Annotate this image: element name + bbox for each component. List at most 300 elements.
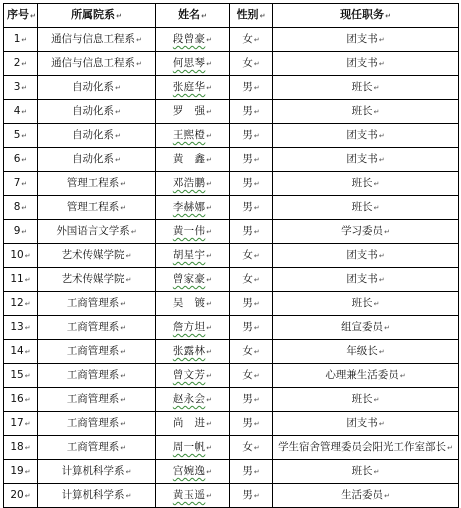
header-cell-no: 序号↵ <box>4 4 38 28</box>
cell-gender <box>230 412 273 436</box>
cell-name <box>156 52 230 76</box>
table-row <box>4 316 459 340</box>
cell-dept <box>38 316 156 340</box>
paragraph-mark: ↵ <box>253 36 260 44</box>
cell-dept-text: 工商管理系 <box>66 369 120 381</box>
cell-name-text: 罗 强 <box>172 105 206 117</box>
cell-role <box>273 52 459 76</box>
cell-dept <box>38 28 156 52</box>
cell-gender <box>230 268 273 292</box>
paragraph-mark: ↵ <box>24 348 31 356</box>
cell-dept <box>38 76 156 100</box>
paragraph-mark: ↵ <box>253 60 260 68</box>
cell-role-text: 班长 <box>351 465 373 477</box>
cell-role <box>273 436 459 460</box>
cell-role-text: 班长 <box>351 81 373 93</box>
cell-role <box>273 100 459 124</box>
cell-role-text: 组宣委员 <box>341 321 384 333</box>
paragraph-mark: ↵ <box>253 396 260 404</box>
table-row <box>4 268 459 292</box>
cell-name-text: 吴 镀 <box>172 297 206 309</box>
paragraph-mark: ↵ <box>24 420 31 428</box>
header-cell-gender: 性别↵ <box>230 4 273 28</box>
paragraph-mark: ↵ <box>120 396 127 404</box>
paragraph-mark: ↵ <box>384 228 390 236</box>
paragraph-mark: ↵ <box>373 396 380 404</box>
cell-role-text: 年级长 <box>346 345 378 357</box>
cell-no <box>4 268 38 292</box>
cell-name <box>156 388 230 412</box>
cell-role <box>273 124 459 148</box>
paragraph-mark: ↵ <box>253 252 260 260</box>
cell-dept-text: 工商管理系 <box>66 441 120 453</box>
paragraph-mark: ↵ <box>115 108 121 116</box>
cell-gender-text: 女 <box>242 273 253 285</box>
cell-name-text: 李赫娜 <box>172 201 206 213</box>
paragraph-mark: ↵ <box>120 300 127 308</box>
paragraph-mark: ↵ <box>21 108 28 116</box>
paragraph-mark: ↵ <box>378 420 385 428</box>
table-row <box>4 76 459 100</box>
paragraph-mark: ↵ <box>373 204 380 212</box>
cell-name <box>156 100 230 124</box>
cell-name <box>156 172 230 196</box>
cell-no-text: 5 <box>13 129 21 141</box>
paragraph-mark: ↵ <box>206 180 213 188</box>
paragraph-mark: ↵ <box>24 468 31 476</box>
cell-name-text: 王熙橙 <box>172 129 206 141</box>
cell-name <box>156 484 230 508</box>
paragraph-mark: ↵ <box>378 132 385 140</box>
cell-dept-text: 外国语言文学系 <box>56 225 130 237</box>
cell-gender-text: 男 <box>242 177 253 189</box>
cell-gender <box>230 100 273 124</box>
cell-dept-text: 管理工程系 <box>66 177 120 189</box>
cell-gender-text: 男 <box>242 465 253 477</box>
cell-no <box>4 76 38 100</box>
cell-name <box>156 436 230 460</box>
cell-name <box>156 340 230 364</box>
cell-gender <box>230 148 273 172</box>
cell-dept <box>38 172 156 196</box>
cell-gender <box>230 196 273 220</box>
cell-no <box>4 124 38 148</box>
cell-no <box>4 484 38 508</box>
cell-role <box>273 364 459 388</box>
paragraph-mark: ↵ <box>120 324 127 332</box>
table-row <box>4 100 459 124</box>
paragraph-mark: ↵ <box>253 348 260 356</box>
cell-dept <box>38 388 156 412</box>
cell-gender <box>230 28 273 52</box>
table-row <box>4 244 459 268</box>
paragraph-mark: ↵ <box>253 324 260 332</box>
paragraph-mark: ↵ <box>384 492 390 500</box>
paragraph-mark: ↵ <box>120 204 127 212</box>
cell-gender-text: 男 <box>242 225 253 237</box>
cell-gender <box>230 436 273 460</box>
paragraph-mark: ↵ <box>125 276 132 284</box>
paragraph-mark: ↵ <box>125 468 132 476</box>
cell-dept-text: 艺术传媒学院 <box>61 249 125 261</box>
paragraph-mark: ↵ <box>24 276 31 284</box>
cell-role <box>273 268 459 292</box>
student-cadre-table <box>3 3 459 508</box>
cell-no-text: 16 <box>10 393 24 405</box>
table-row <box>4 484 459 508</box>
paragraph-mark: ↵ <box>125 252 132 260</box>
table-row <box>4 196 459 220</box>
paragraph-mark: ↵ <box>24 492 31 500</box>
cell-gender-text: 男 <box>242 153 253 165</box>
cell-gender <box>230 244 273 268</box>
cell-role <box>273 196 459 220</box>
cell-name-text: 黄一伟 <box>172 225 206 237</box>
cell-name <box>156 244 230 268</box>
cell-gender-text: 男 <box>242 417 253 429</box>
paragraph-mark: ↵ <box>447 444 453 452</box>
table-row <box>4 340 459 364</box>
paragraph-mark: ↵ <box>206 492 213 500</box>
cell-no <box>4 52 38 76</box>
paragraph-mark: ↵ <box>253 204 260 212</box>
cell-role <box>273 340 459 364</box>
paragraph-mark: ↵ <box>206 324 213 332</box>
cell-name-text: 曾文芳 <box>172 369 206 381</box>
cell-role <box>273 484 459 508</box>
cell-name-text: 赵永会 <box>172 393 206 405</box>
cell-dept-text: 工商管理系 <box>66 345 120 357</box>
cell-role <box>273 412 459 436</box>
cell-dept-text: 工商管理系 <box>66 393 120 405</box>
cell-role-text: 团支书 <box>346 273 378 285</box>
table-row <box>4 364 459 388</box>
cell-dept <box>38 436 156 460</box>
cell-dept <box>38 124 156 148</box>
cell-no-text: 10 <box>10 249 24 261</box>
cell-name-text: 张庭华 <box>172 81 206 93</box>
cell-name <box>156 292 230 316</box>
cell-gender-text: 女 <box>242 33 253 45</box>
paragraph-mark: ↵ <box>206 204 213 212</box>
table-row <box>4 292 459 316</box>
paragraph-mark: ↵ <box>206 228 213 236</box>
cell-dept-text: 自动化系 <box>72 153 115 165</box>
cell-dept <box>38 52 156 76</box>
cell-gender-text: 男 <box>242 105 253 117</box>
table-row <box>4 412 459 436</box>
cell-gender <box>230 340 273 364</box>
header-cell-name: 姓名↵ <box>156 4 230 28</box>
cell-gender <box>230 316 273 340</box>
cell-dept-text: 工商管理系 <box>66 321 120 333</box>
cell-role <box>273 28 459 52</box>
cell-gender <box>230 220 273 244</box>
paragraph-mark: ↵ <box>253 180 260 188</box>
cell-no-text: 1 <box>13 33 21 45</box>
paragraph-mark: ↵ <box>378 348 385 356</box>
paragraph-mark: ↵ <box>21 132 28 140</box>
paragraph-mark: ↵ <box>253 156 260 164</box>
paragraph-mark: ↵ <box>373 84 380 92</box>
paragraph-mark: ↵ <box>24 324 31 332</box>
cell-gender-text: 男 <box>242 129 253 141</box>
cell-name-text: 何思琴 <box>172 57 206 69</box>
header-cell-role: 现任职务↵ <box>273 4 459 28</box>
cell-no <box>4 244 38 268</box>
paragraph-mark: ↵ <box>115 132 121 140</box>
paragraph-mark: ↵ <box>115 84 121 92</box>
cell-dept-text: 管理工程系 <box>66 201 120 213</box>
paragraph-mark: ↵ <box>206 156 213 164</box>
cell-role-text: 团支书 <box>346 417 378 429</box>
paragraph-mark: ↵ <box>253 444 260 452</box>
paragraph-mark: ↵ <box>21 156 28 164</box>
cell-dept-text: 计算机科学系 <box>61 489 125 501</box>
cell-no-text: 4 <box>13 105 21 117</box>
cell-gender-text: 男 <box>242 321 253 333</box>
cell-dept-text: 工商管理系 <box>66 417 120 429</box>
cell-no <box>4 220 38 244</box>
paragraph-mark: ↵ <box>24 372 31 380</box>
cell-role-text: 班长 <box>351 393 373 405</box>
cell-no-text: 15 <box>10 369 24 381</box>
cell-no-text: 3 <box>13 81 21 93</box>
cell-dept-text: 通信与信息工程系 <box>51 57 136 69</box>
cell-dept <box>38 220 156 244</box>
cell-role-text: 心理兼生活委员 <box>325 369 399 381</box>
cell-name-text: 尚 进 <box>172 417 206 429</box>
cell-no-text: 11 <box>10 273 24 285</box>
cell-role <box>273 292 459 316</box>
cell-dept <box>38 340 156 364</box>
paragraph-mark: ↵ <box>206 372 213 380</box>
cell-gender-text: 男 <box>242 81 253 93</box>
header-cell-dept: 所属院系↵ <box>38 4 156 28</box>
cell-no-text: 19 <box>10 465 24 477</box>
paragraph-mark: ↵ <box>206 444 213 452</box>
table-row <box>4 436 459 460</box>
paragraph-mark: ↵ <box>253 468 260 476</box>
cell-name <box>156 364 230 388</box>
cell-name-text: 胡星宇 <box>172 249 206 261</box>
cell-dept-text: 计算机科学系 <box>61 465 125 477</box>
paragraph-mark: ↵ <box>21 228 28 236</box>
cell-dept-text: 工商管理系 <box>66 297 120 309</box>
cell-role-text: 团支书 <box>346 153 378 165</box>
cell-gender <box>230 364 273 388</box>
cell-no <box>4 28 38 52</box>
cell-role <box>273 244 459 268</box>
cell-role <box>273 76 459 100</box>
paragraph-mark: ↵ <box>21 84 28 92</box>
cell-role-text: 班长 <box>351 201 373 213</box>
cell-no-text: 12 <box>10 297 24 309</box>
cell-dept <box>38 364 156 388</box>
paragraph-mark: ↵ <box>21 60 28 68</box>
paragraph-mark: ↵ <box>206 468 213 476</box>
paragraph-mark: ↵ <box>253 108 260 116</box>
cell-no-text: 13 <box>10 321 24 333</box>
paragraph-mark: ↵ <box>378 276 385 284</box>
cell-gender-text: 女 <box>242 369 253 381</box>
cell-no-text: 9 <box>13 225 21 237</box>
cell-no <box>4 172 38 196</box>
paragraph-mark: ↵ <box>206 36 213 44</box>
paragraph-mark: ↵ <box>206 252 213 260</box>
paragraph-mark: ↵ <box>21 204 28 212</box>
paragraph-mark: ↵ <box>253 372 260 380</box>
cell-no <box>4 388 38 412</box>
cell-name-text: 周一帆 <box>172 441 206 453</box>
cell-dept-text: 通信与信息工程系 <box>51 33 136 45</box>
cell-no-text: 18 <box>10 441 24 453</box>
cell-name <box>156 412 230 436</box>
cell-no-text: 7 <box>13 177 21 189</box>
cell-gender-text: 女 <box>242 57 253 69</box>
paragraph-mark: ↵ <box>120 372 127 380</box>
table-row <box>4 148 459 172</box>
paragraph-mark: ↵ <box>373 300 380 308</box>
paragraph-mark: ↵ <box>24 300 31 308</box>
cell-role-text: 学习委员 <box>341 225 384 237</box>
cell-role <box>273 316 459 340</box>
table-row <box>4 172 459 196</box>
paragraph-mark: ↵ <box>253 132 260 140</box>
cell-role <box>273 172 459 196</box>
paragraph-mark: ↵ <box>120 420 127 428</box>
table-row <box>4 124 459 148</box>
header-row <box>4 4 459 28</box>
cell-no-text: 14 <box>10 345 24 357</box>
cell-no-text: 8 <box>13 201 21 213</box>
cell-name <box>156 196 230 220</box>
paragraph-mark: ↵ <box>120 348 127 356</box>
cell-role-text: 团支书 <box>346 33 378 45</box>
cell-no <box>4 340 38 364</box>
cell-dept <box>38 196 156 220</box>
cell-gender <box>230 484 273 508</box>
cell-dept <box>38 148 156 172</box>
cell-role-text: 班长 <box>351 105 373 117</box>
cell-name <box>156 28 230 52</box>
cell-gender <box>230 124 273 148</box>
cell-role-text: 团支书 <box>346 129 378 141</box>
cell-gender-text: 女 <box>242 441 253 453</box>
cell-dept <box>38 484 156 508</box>
cell-name-text: 黄 鑫 <box>172 153 206 165</box>
cell-name <box>156 124 230 148</box>
cell-name <box>156 148 230 172</box>
cell-gender-text: 男 <box>242 297 253 309</box>
cell-role-text: 班长 <box>351 297 373 309</box>
cell-no-text: 17 <box>10 417 24 429</box>
paragraph-mark: ↵ <box>373 468 380 476</box>
paragraph-mark: ↵ <box>399 372 406 380</box>
cell-gender <box>230 76 273 100</box>
cell-no <box>4 148 38 172</box>
paragraph-mark: ↵ <box>24 252 31 260</box>
cell-name-text: 宫婉逸 <box>172 465 206 477</box>
paragraph-mark: ↵ <box>253 492 260 500</box>
paragraph-mark: ↵ <box>130 228 137 236</box>
paragraph-mark: ↵ <box>206 276 213 284</box>
cell-no <box>4 100 38 124</box>
paragraph-mark: ↵ <box>206 348 213 356</box>
paragraph-mark: ↵ <box>253 276 260 284</box>
cell-dept-text: 自动化系 <box>72 129 115 141</box>
paragraph-mark: ↵ <box>136 60 142 68</box>
table-row <box>4 388 459 412</box>
cell-gender-text: 男 <box>242 393 253 405</box>
cell-dept <box>38 268 156 292</box>
table-row <box>4 220 459 244</box>
table-body <box>4 28 459 508</box>
paragraph-mark: ↵ <box>206 84 213 92</box>
paragraph-mark: ↵ <box>24 396 31 404</box>
paragraph-mark: ↵ <box>378 156 385 164</box>
cell-no-text: 6 <box>13 153 21 165</box>
paragraph-mark: ↵ <box>253 84 260 92</box>
cell-name-text: 张露林 <box>172 345 206 357</box>
cell-gender-text: 男 <box>242 201 253 213</box>
table-row <box>4 28 459 52</box>
cell-name <box>156 76 230 100</box>
paragraph-mark: ↵ <box>253 300 260 308</box>
cell-role <box>273 148 459 172</box>
cell-no <box>4 196 38 220</box>
paragraph-mark: ↵ <box>125 492 132 500</box>
cell-gender-text: 女 <box>242 345 253 357</box>
paragraph-mark: ↵ <box>21 36 28 44</box>
cell-no <box>4 364 38 388</box>
paragraph-mark: ↵ <box>206 132 213 140</box>
cell-dept <box>38 100 156 124</box>
cell-role-text: 团支书 <box>346 249 378 261</box>
cell-gender <box>230 388 273 412</box>
cell-gender <box>230 172 273 196</box>
cell-no-text: 20 <box>10 489 24 501</box>
paragraph-mark: ↵ <box>378 60 385 68</box>
cell-no-text: 2 <box>13 57 21 69</box>
cell-role-text: 生活委员 <box>341 489 384 501</box>
paragraph-mark: ↵ <box>373 180 380 188</box>
cell-role <box>273 388 459 412</box>
cell-name <box>156 220 230 244</box>
paragraph-mark: ↵ <box>120 444 127 452</box>
cell-dept-text: 自动化系 <box>72 105 115 117</box>
cell-name-text: 段曾豪 <box>172 33 206 45</box>
cell-dept-text: 自动化系 <box>72 81 115 93</box>
paragraph-mark: ↵ <box>373 108 380 116</box>
paragraph-mark: ↵ <box>378 252 385 260</box>
paragraph-mark: ↵ <box>206 60 213 68</box>
paragraph-mark: ↵ <box>115 156 121 164</box>
cell-role <box>273 220 459 244</box>
cell-gender-text: 男 <box>242 489 253 501</box>
cell-name-text: 曾家豪 <box>172 273 206 285</box>
cell-no <box>4 412 38 436</box>
paragraph-mark: ↵ <box>206 108 213 116</box>
cell-gender <box>230 292 273 316</box>
paragraph-mark: ↵ <box>384 324 390 332</box>
table-row <box>4 52 459 76</box>
cell-gender <box>230 52 273 76</box>
paragraph-mark: ↵ <box>206 420 213 428</box>
paragraph-mark: ↵ <box>378 36 385 44</box>
paragraph-mark: ↵ <box>206 396 213 404</box>
cell-dept-text: 艺术传媒学院 <box>61 273 125 285</box>
